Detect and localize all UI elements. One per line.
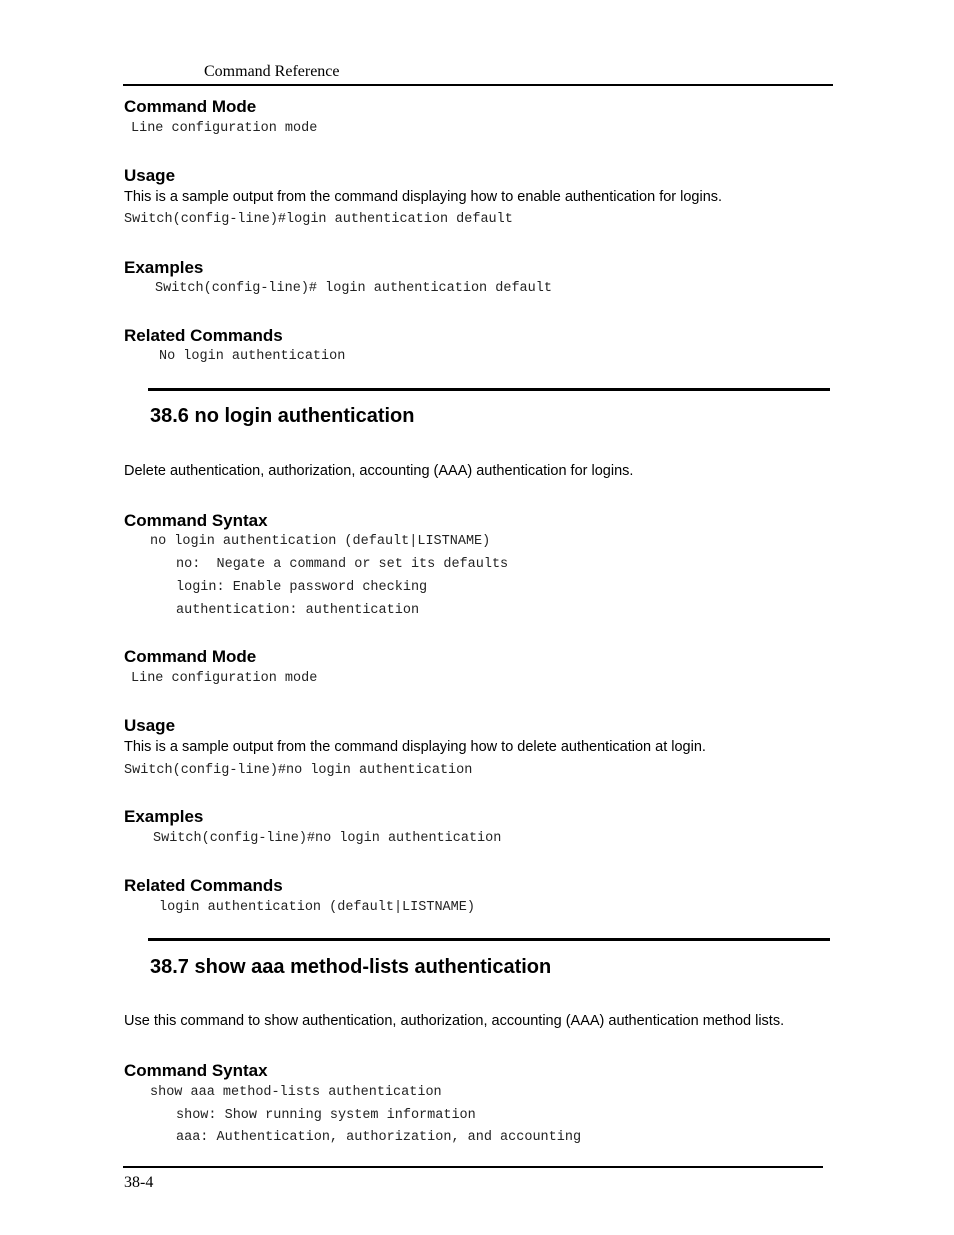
section-description: Delete authentication, authorization, accounting (AAA) authentication for logins.: [124, 463, 634, 479]
syntax-param: aaa: Authentication, authorization, and accounting: [176, 1130, 582, 1145]
syntax-param: show: Show running system information: [176, 1108, 476, 1123]
command-mode-text: Line configuration mode: [131, 671, 318, 686]
examples-code: Switch(config-line)#no login authentication: [153, 831, 502, 846]
section-rule: [148, 388, 830, 391]
syntax-param: login: Enable password checking: [176, 580, 428, 595]
command-mode-heading: Command Mode: [124, 647, 257, 666]
usage-heading: Usage: [124, 166, 176, 185]
section-description: Use this command to show authentication, authorization, accounting (AAA) authentication method lists.: [124, 1013, 785, 1029]
section-title: [150, 405, 414, 428]
header-rule: [123, 84, 833, 86]
usage-heading: Usage: [124, 716, 176, 735]
section-rule: [148, 938, 830, 941]
related-commands-code: No login authentication: [159, 349, 346, 364]
command-syntax-line: no login authentication (default|LISTNAME): [150, 534, 491, 549]
section-title: [150, 956, 551, 979]
running-header: Command Reference: [204, 63, 340, 80]
section-name: no login authentication: [194, 405, 415, 427]
examples-code: Switch(config-line)# login authentication default: [155, 281, 552, 296]
section-number: 38.7: [150, 956, 189, 978]
related-commands-heading: Related Commands: [124, 876, 283, 895]
section-name: show aaa method-lists authentication: [194, 956, 552, 978]
examples-heading: Examples: [124, 258, 204, 277]
section-number: 38.6: [150, 405, 189, 427]
command-mode-heading: Command Mode: [124, 97, 257, 116]
footer-rule: [123, 1166, 823, 1168]
usage-text: This is a sample output from the command displaying how to delete authentication at login.: [124, 739, 706, 755]
usage-code: Switch(config-line)#login authentication default: [124, 212, 513, 227]
command-mode-text: Line configuration mode: [131, 121, 318, 136]
syntax-param: no: Negate a command or set its defaults: [176, 557, 509, 572]
usage-text: This is a sample output from the command displaying how to enable authentication for logins.: [124, 189, 723, 205]
command-syntax-heading: Command Syntax: [124, 511, 268, 530]
page-number: 38-4: [124, 1174, 154, 1191]
related-commands-code: login authentication (default|LISTNAME): [159, 900, 475, 915]
command-syntax-line: show aaa method-lists authentication: [150, 1085, 442, 1100]
related-commands-heading: Related Commands: [124, 326, 283, 345]
usage-code: Switch(config-line)#no login authentication: [124, 763, 473, 778]
examples-heading: Examples: [124, 807, 204, 826]
syntax-param: authentication: authentication: [176, 603, 420, 618]
command-syntax-heading: Command Syntax: [124, 1061, 268, 1080]
